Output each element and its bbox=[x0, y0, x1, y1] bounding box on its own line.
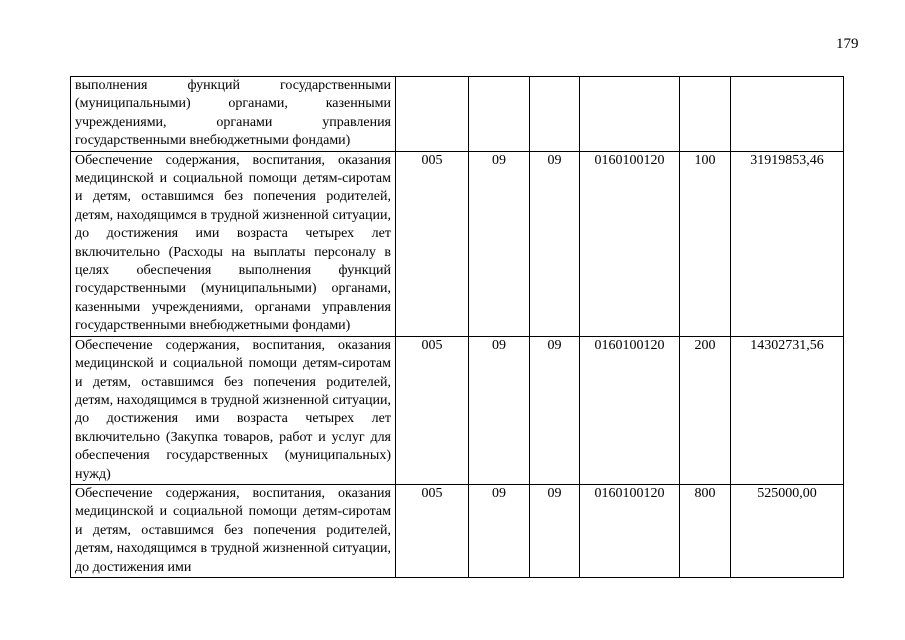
section-code: 09 bbox=[469, 484, 530, 577]
target-article-code: 0160100120 bbox=[580, 151, 680, 336]
ved-code bbox=[396, 77, 469, 152]
page-number: 179 bbox=[836, 36, 859, 52]
budget-table bbox=[70, 76, 844, 578]
table-row bbox=[71, 151, 844, 336]
ved-code: 005 bbox=[396, 336, 469, 484]
subsection-code: 09 bbox=[530, 151, 580, 336]
amount: 31919853,46 bbox=[731, 151, 844, 336]
expense-type-code bbox=[680, 77, 731, 152]
ved-code: 005 bbox=[396, 484, 469, 577]
expense-type-code: 100 bbox=[680, 151, 731, 336]
amount: 14302731,56 bbox=[731, 336, 844, 484]
amount bbox=[731, 77, 844, 152]
table-row bbox=[71, 77, 844, 152]
row-description: Обеспечение содержания, воспитания, оказания медицинской и социальной помощи детям-сиротам и детям, оставшимся без попечения родителей, детям, находящимся в трудной жизненной ситуации, до достижения ими возраста четырех лет включительно (Закупка товаров, работ и услуг для обеспечения государственных (муниципальных) нужд) bbox=[71, 336, 396, 484]
target-article-code: 0160100120 bbox=[580, 484, 680, 577]
table-row bbox=[71, 336, 844, 484]
section-code: 09 bbox=[469, 151, 530, 336]
row-description: Обеспечение содержания, воспитания, оказания медицинской и социальной помощи детям-сиротам и детям, оставшимся без попечения родителей, детям, находящимся в трудной жизненной ситуации, до достижения ими bbox=[71, 484, 396, 577]
expense-type-code: 200 bbox=[680, 336, 731, 484]
target-article-code bbox=[580, 77, 680, 152]
section-code bbox=[469, 77, 530, 152]
table-row bbox=[71, 484, 844, 577]
amount: 525000,00 bbox=[731, 484, 844, 577]
row-description: выполнения функций государственными (муниципальными) органами, казенными учреждениями, органами управления государственными внебюджетными фондами) bbox=[71, 77, 396, 152]
row-description: Обеспечение содержания, воспитания, оказания медицинской и социальной помощи детям-сиротам и детям, оставшимся без попечения родителей, детям, находящимся в трудной жизненной ситуации, до достижения ими возраста четырех лет включительно (Расходы на выплаты персоналу в целях обеспечения выполнения функций государственными (муниципальными) органами, казенными учреждениями, органами управления государственными внебюджетными фондами) bbox=[71, 151, 396, 336]
subsection-code: 09 bbox=[530, 336, 580, 484]
ved-code: 005 bbox=[396, 151, 469, 336]
subsection-code: 09 bbox=[530, 484, 580, 577]
target-article-code: 0160100120 bbox=[580, 336, 680, 484]
subsection-code bbox=[530, 77, 580, 152]
section-code: 09 bbox=[469, 336, 530, 484]
expense-type-code: 800 bbox=[680, 484, 731, 577]
